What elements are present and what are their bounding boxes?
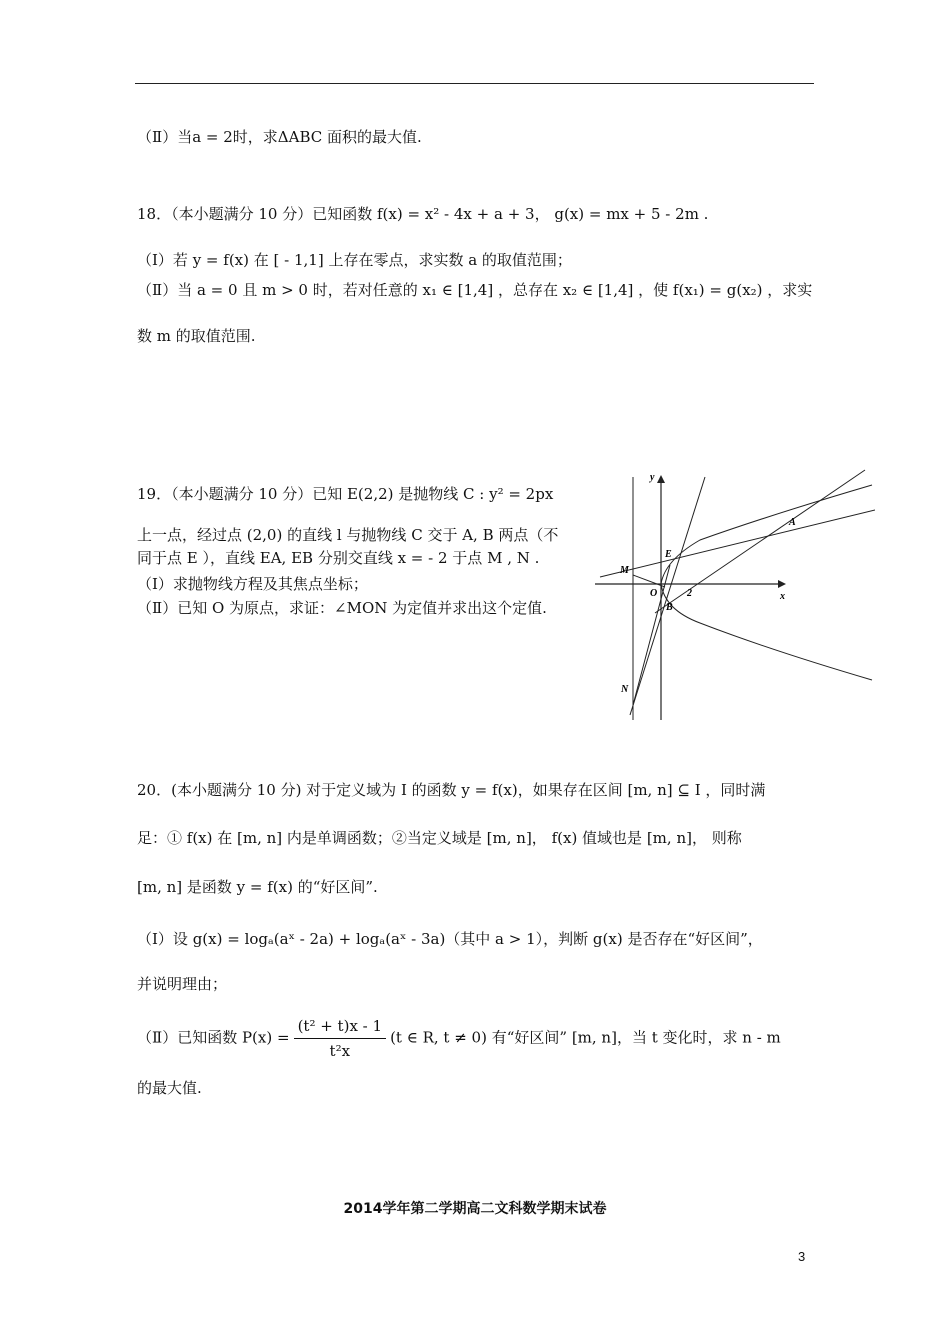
page-number: 3 [798,1249,806,1264]
question-17-part-2: （Ⅱ）当a = 2时，求ΔABC 面积的最大值. [137,128,422,146]
fraction-numerator: (t² + t)x - 1 [294,1014,387,1039]
label-e: E [665,549,672,560]
question-19-stem: 19．（本小题满分 10 分）已知 E(2,2) 是抛物线 C : y² = 2px [137,485,554,503]
header-rule [135,83,814,84]
question-20-stem-2: 足：① f(x) 在 [m, n] 内是单调函数；②当定义域是 [m, n]， f(x) 值域也是 [m, n]， 则称 [137,829,742,847]
parabola-curve [661,485,872,680]
label-y: y [650,472,655,483]
question-19-stem-3: 同于点 E ），直线 EA, EB 分别交直线 x = - 2 于点 M , N . [137,549,540,567]
label-x: x [780,591,785,602]
footer-title: 2014学年第二学期高二文科数学期末试卷 [343,1201,607,1217]
question-20-part-2-suffix: (t ∈ R, t ≠ 0) 有“好区间” [m, n]，当 t 变化时，求 n - m [390,1028,781,1047]
question-18-part-2: （Ⅱ）当 a = 0 且 m > 0 时，若对任意的 x₁ ∈ [1,4] ，总存在 x₂ ∈ [1,4] ，使 f(x₁) = g(x₂) ，求实 [137,281,813,299]
question-18-stem: 18．（本小题满分 10 分）已知函数 f(x) = x² - 4x + a + 3， g(x) = mx + 5 - 2m . [137,205,709,223]
question-20-part-1-cont: 并说明理由； [137,975,228,993]
question-19-part-1: （Ⅰ）求抛物线方程及其焦点坐标； [137,575,368,593]
label-o: O [650,588,658,599]
y-axis-arrow-icon [657,475,665,483]
question-20-part-2-prefix: （Ⅱ）已知函数 P(x) = [137,1028,290,1047]
segment-on [633,565,670,705]
label-2: 2 [687,588,692,599]
question-19-part-2: （Ⅱ）已知 O 为原点，求证：∠MON 为定值并求出这个定值. [137,599,547,617]
question-20-stem: 20．(本小题满分 10 分) 对于定义域为 I 的函数 y = f(x)，如果存在区间 [m, n] ⊆ I ，同时满 [137,781,766,799]
parabola-figure [590,465,875,725]
x-axis-arrow-icon [778,580,786,588]
fraction [294,1014,387,1063]
question-20-part-2 [137,1014,781,1063]
question-20-part-2-cont: 的最大值. [137,1079,202,1097]
segment-mo [633,575,665,587]
line-ea [600,510,875,577]
label-a: A [789,517,796,528]
question-20-part-1: （Ⅰ）设 g(x) = logₐ(aˣ - 2a) + logₐ(aˣ - 3a)（其中 a > 1），判断 g(x) 是否存在“好区间”， [137,930,763,948]
question-18-part-2-cont: 数 m 的取值范围. [137,327,256,345]
label-n: N [621,684,629,695]
line-eb [630,477,705,715]
question-18-part-1: （Ⅰ）若 y = f(x) 在 [ - 1,1] 上存在零点，求实数 a 的取值范围； [137,251,572,269]
label-b: B [666,602,673,613]
fraction-denominator: t²x [329,1042,351,1060]
question-20-stem-3: [m, n] 是函数 y = f(x) 的“好区间”. [137,878,378,896]
label-m: M [620,565,629,576]
question-19-stem-2: 上一点，经过点 (2,0) 的直线 l 与抛物线 C 交于 A, B 两点（不 [137,526,559,544]
